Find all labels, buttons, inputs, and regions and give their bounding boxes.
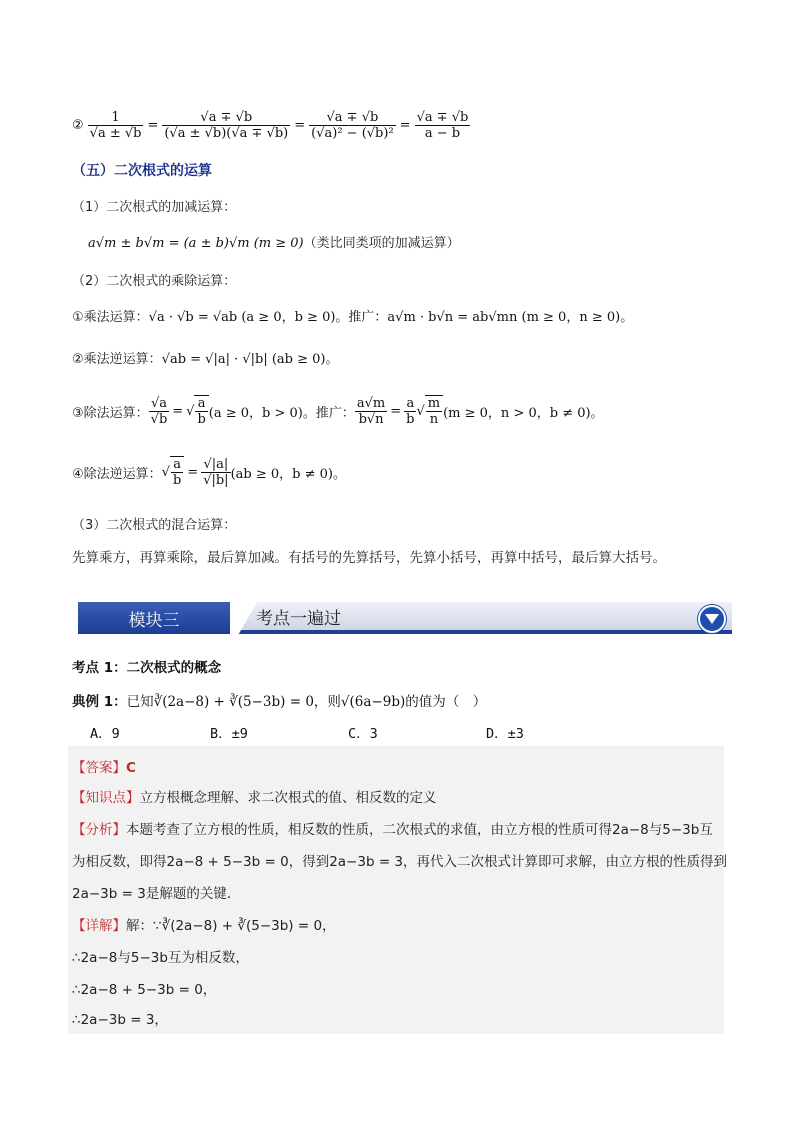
equals-sign: = — [399, 117, 411, 133]
mul-label: ①乘法运算： — [72, 310, 149, 325]
knowledge-line — [72, 786, 437, 806]
option-b[interactable]: B．±9 — [210, 726, 248, 742]
answer-line — [72, 756, 136, 776]
analysis-line-2: 为相反数，即得2a−8 + 5−3b = 0，得到2a−3b = 3，再代入二次根式计算即可求解，由立方根的性质得到 — [72, 854, 728, 870]
answer-tag: 【答案】 — [72, 760, 126, 776]
answer-value: C — [126, 760, 136, 776]
section-title: （五）二次根式的运算 — [72, 163, 212, 179]
mul-formula: √a · √b = √ab (a ≥ 0，b ≥ 0)。推广：a√m · b√n = ab√mn (m ≥ 0，n ≥ 0)。 — [148, 310, 634, 325]
banner-right — [228, 602, 732, 634]
banner-left-text: 模块三 — [78, 602, 230, 634]
example-text: 已知∛(2a−8) + ∛(5−3b) = 0，则√(6a−9b)的值为（ ） — [126, 694, 487, 710]
analysis-text-1: 本题考查了立方根的性质，相反数的性质，二次根式的求值，由立方根的性质可得2a−8与5−3b互 — [126, 822, 713, 838]
div-formula-a: (a ≥ 0，b > 0)。推广： — [208, 405, 355, 421]
mulinv-line — [72, 348, 339, 367]
mul-line — [72, 306, 633, 325]
divinv-formula: (ab ≥ 0，b ≠ 0)。 — [230, 466, 346, 482]
answer-box — [68, 746, 728, 1034]
detail-text-1: 解：∵∛(2a−8) + ∛(5−3b) = 0， — [126, 918, 336, 934]
detail-tag: 【详解】 — [72, 918, 126, 934]
equals-sign: = — [147, 117, 159, 133]
div-label: ③除法运算： — [72, 405, 149, 421]
option-a[interactable]: A．9 — [90, 726, 120, 742]
div-line: ③除法运算： $\frac{√a}{√b}$ = √ $\frac{a}{b}$ (a ≥ 0，b > 0)。推广： $\frac{a√m}{b√n}$ = $\frac{a}{b}$ √ $\frac{m}{n}$ (m ≥ 0，n > 0，b ≠ 0)。 — [72, 395, 604, 427]
option-c[interactable]: C．3 — [348, 726, 378, 742]
equals-sign: = — [294, 117, 306, 133]
chevron-down-icon[interactable] — [698, 605, 726, 633]
div-formula-b: (m ≥ 0，n > 0，b ≠ 0)。 — [443, 405, 604, 421]
div-fraction: $\frac{√a}{√b}$ — [150, 395, 168, 427]
divinv-label: ④除法逆运算： — [72, 466, 162, 482]
detail-line-1 — [72, 914, 336, 934]
addsub-note: （类比同类项的加减运算） — [303, 236, 460, 251]
div-fraction-root: $\frac{a}{b}$ — [194, 395, 208, 427]
knowledge-text: 立方根概念理解、求二次根式的值、相反数的定义 — [139, 790, 437, 806]
analysis-line-1 — [72, 818, 713, 838]
detail-line-4: ∴2a−3b = 3， — [72, 1012, 168, 1028]
formula-rationalize — [72, 102, 470, 148]
example-label: 典例 1： — [72, 694, 127, 710]
fraction-1: $\frac{1}{√a \pm √b}$ — [89, 109, 142, 141]
module-banner — [78, 602, 732, 634]
example-line — [72, 690, 486, 710]
option-d[interactable]: D．±3 — [486, 726, 524, 742]
div-general-fraction: $\frac{a√m}{b√n}$ — [356, 395, 386, 427]
fraction-4: $\frac{√a \mp √b}{a - b}$ — [416, 109, 469, 141]
divinv-line: ④除法逆运算： √ $\frac{a}{b}$ = $\frac{√|a|}{√|b|}$ (ab ≥ 0，b ≠ 0)。 — [72, 456, 346, 488]
mixed-text: 先算乘方，再算乘除，最后算加减。有括号的先算括号，先算小括号，再算中括号，最后算大括号。 — [72, 550, 666, 566]
kaodian-title: 考点 1：二次根式的概念 — [72, 660, 222, 676]
subheading-mixed: （3）二次根式的混合运算： — [72, 518, 237, 533]
mulinv-label: ②乘法逆运算： — [72, 352, 162, 367]
analysis-line-3: 2a−3b = 3是解题的关键． — [72, 886, 241, 902]
addsub-formula: a√m ± b√m = (a ± b)√m (m ≥ 0) — [88, 236, 304, 251]
analysis-tag: 【分析】 — [72, 822, 126, 838]
mulinv-formula: √ab = √|a| · √|b| (ab ≥ 0)。 — [161, 352, 339, 367]
addsub-line — [88, 232, 460, 251]
fraction-2: $\frac{√a \mp √b}{(√a \pm √b)(√a \mp √b)}$ — [164, 109, 289, 141]
subheading-muldiv: （2）二次根式的乘除运算： — [72, 274, 237, 289]
knowledge-tag: 【知识点】 — [72, 790, 140, 806]
detail-line-3: ∴2a−8 + 5−3b = 0， — [72, 982, 217, 998]
detail-line-2: ∴2a−8与5−3b互为相反数， — [72, 950, 249, 966]
circled-number: ② — [72, 117, 84, 133]
fraction-3: $\frac{√a \mp √b}{\text{(√a)² − (√b)²}}$ — [311, 109, 394, 141]
subheading-addsub: （1）二次根式的加减运算： — [72, 200, 237, 215]
banner-right-text: 考点一遍过 — [256, 609, 341, 629]
